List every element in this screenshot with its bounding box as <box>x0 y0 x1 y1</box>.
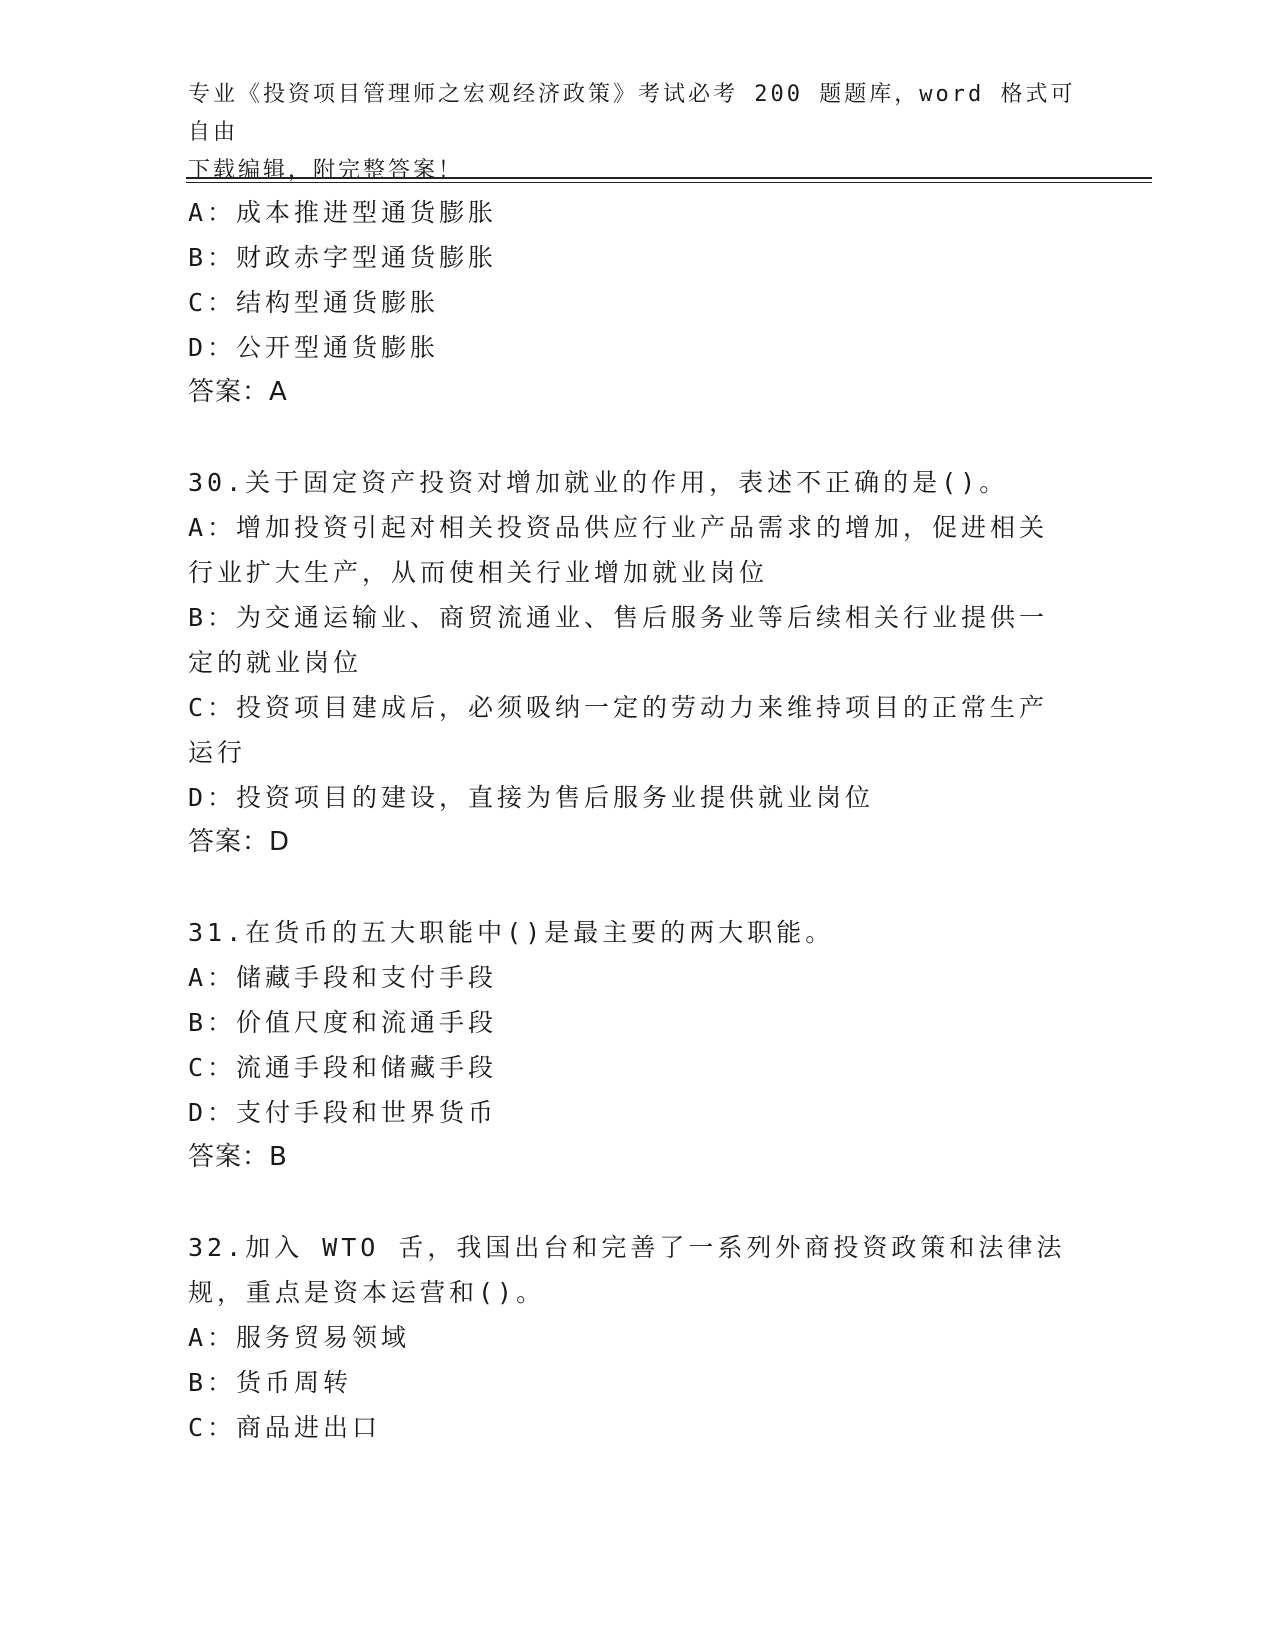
question-stem: 32.加入 WTO 舌，我国出台和完善了一系列外商投资政策和法律法规，重点是资本运营和()。 <box>188 1233 1066 1307</box>
option-a: A：成本推进型通货膨胀 <box>188 198 498 227</box>
question-list <box>188 190 1088 1450</box>
spacer <box>188 1180 1088 1225</box>
question-31 <box>188 910 1088 1180</box>
header-divider <box>186 177 1152 179</box>
question-stem: 30.关于固定资产投资对增加就业的作用，表述不正确的是()。 <box>188 468 1009 497</box>
question-stem: 31.在货币的五大职能中()是最主要的两大职能。 <box>188 918 835 947</box>
option-c: C：商品进出口 <box>188 1413 382 1442</box>
option-b: B：为交通运输业、商贸流通业、售后服务业等后续相关行业提供一定的就业岗位 <box>188 603 1049 677</box>
answer-label: 答案：B <box>188 1142 288 1172</box>
option-c: C：流通手段和储藏手段 <box>188 1053 498 1082</box>
option-b: B：货币周转 <box>188 1368 353 1397</box>
option-b: B：财政赤字型通货膨胀 <box>188 243 498 272</box>
option-a: A：服务贸易领域 <box>188 1323 411 1352</box>
document-header <box>188 76 1088 190</box>
spacer <box>188 865 1088 910</box>
option-b: B：价值尺度和流通手段 <box>188 1008 498 1037</box>
option-c: C：投资项目建成后，必须吸纳一定的劳动力来维持项目的正常生产运行 <box>188 693 1049 767</box>
option-d: D：投资项目的建设，直接为售后服务业提供就业岗位 <box>188 783 875 812</box>
question-29 <box>188 190 1088 415</box>
question-30 <box>188 460 1088 865</box>
answer-label: 答案：A <box>188 377 288 407</box>
spacer <box>188 415 1088 460</box>
question-32 <box>188 1225 1088 1450</box>
header-line-2: 下载编辑，附完整答案！ <box>188 158 464 183</box>
option-a: A：增加投资引起对相关投资品供应行业产品需求的增加，促进相关行业扩大生产，从而使相关行业增加就业岗位 <box>188 513 1049 587</box>
header-divider-thin <box>186 182 1152 183</box>
option-d: D：支付手段和世界货币 <box>188 1098 498 1127</box>
option-c: C：结构型通货膨胀 <box>188 288 440 317</box>
option-a: A：储藏手段和支付手段 <box>188 963 498 992</box>
answer-label: 答案：D <box>188 827 291 857</box>
header-line-1: 专业《投资项目管理师之宏观经济政策》考试必考 200 题题库，word 格式可自由 <box>188 82 1076 145</box>
option-d: D：公开型通货膨胀 <box>188 333 440 362</box>
